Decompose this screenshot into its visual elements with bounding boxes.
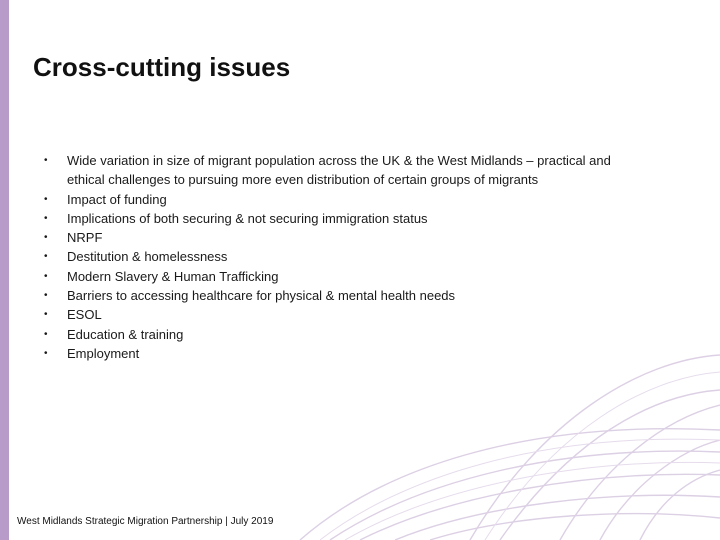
bullet-dot-icon: •: [44, 328, 48, 340]
bullet-text: Modern Slavery & Human Trafficking: [67, 268, 279, 284]
bullet-list: [44, 151, 644, 363]
slide-title: Cross-cutting issues: [33, 52, 291, 82]
bullet-text: Education & training: [67, 326, 184, 342]
bullet-text: ESOL: [67, 307, 102, 323]
list-item: [44, 190, 644, 209]
bullet-dot-icon: •: [44, 309, 48, 321]
list-item: [44, 325, 644, 344]
bullet-dot-icon: •: [44, 232, 48, 244]
list-item: [44, 286, 644, 305]
bullet-text: Employment: [67, 345, 140, 361]
bullet-dot-icon: •: [44, 347, 48, 359]
list-item: [44, 267, 644, 286]
bullet-text: NRPF: [67, 230, 103, 246]
bullet-dot-icon: •: [44, 193, 48, 205]
bullet-text: Wide variation in size of migrant population across the UK & the West Midlands – practical and ethical challenges to pursuing more even distribution of certain groups of migrants: [67, 153, 611, 188]
list-item: [44, 305, 644, 324]
bullet-text: Impact of funding: [67, 191, 167, 207]
bullet-dot-icon: •: [44, 290, 48, 302]
bullet-dot-icon: •: [44, 155, 48, 166]
list-item: [44, 344, 644, 363]
list-item: [44, 209, 644, 228]
list-item: [44, 228, 644, 247]
list-item: [44, 151, 644, 190]
bullet-text: Barriers to accessing healthcare for physical & mental health needs: [67, 288, 456, 304]
bullet-dot-icon: •: [44, 212, 48, 224]
footer-text: West Midlands Strategic Migration Partnership | July 2019: [17, 516, 274, 527]
list-item: [44, 247, 644, 266]
bullet-text: Destitution & homelessness: [67, 249, 228, 265]
bullet-text: Implications of both securing & not securing immigration status: [67, 210, 428, 226]
bullet-dot-icon: •: [44, 270, 48, 282]
bullet-dot-icon: •: [44, 251, 48, 263]
